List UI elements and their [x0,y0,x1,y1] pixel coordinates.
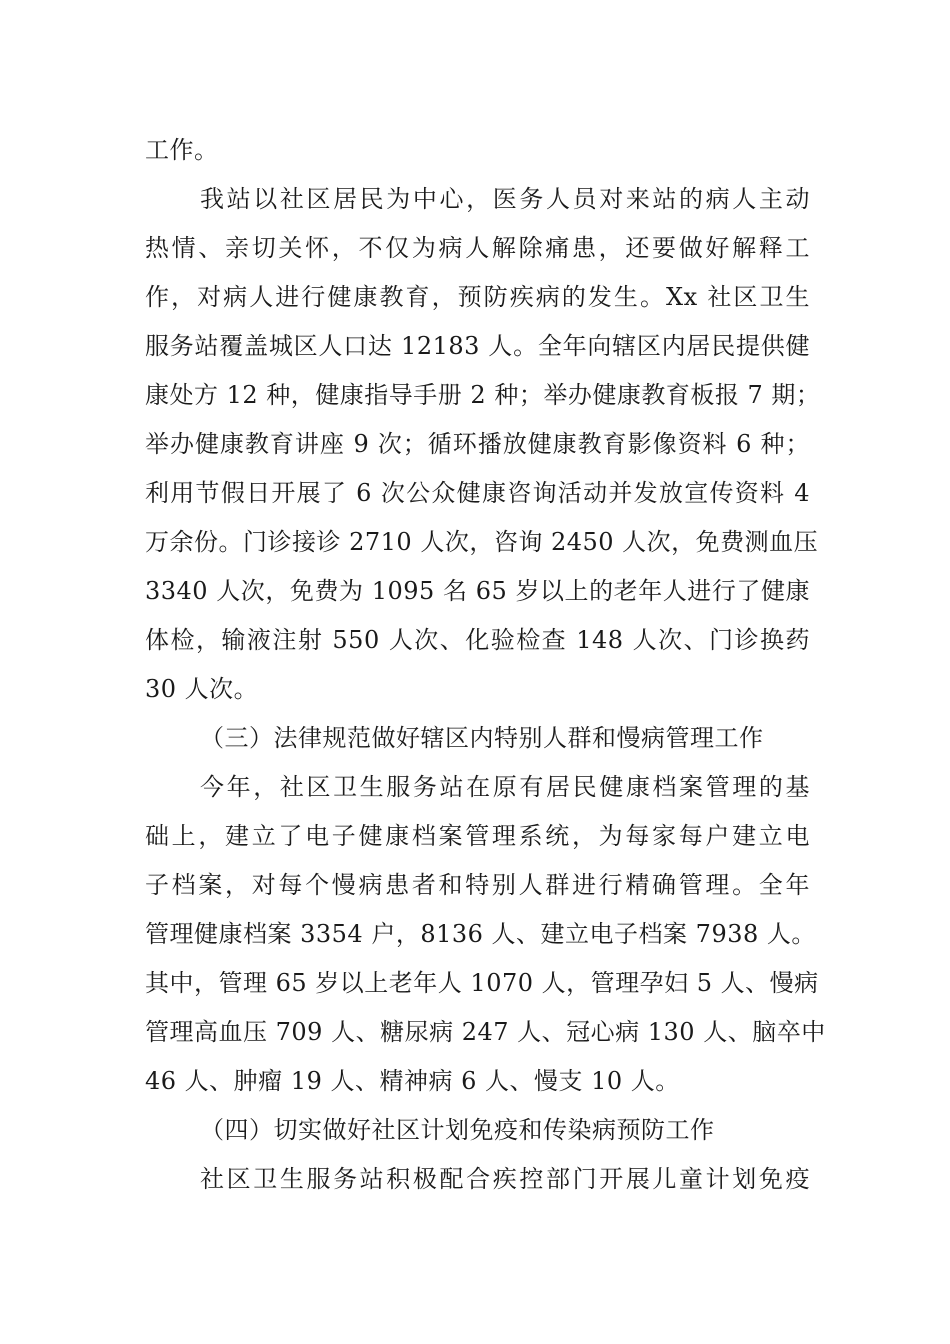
paragraph-line: 社区卫生服务站积极配合疾控部门开展儿童计划免疫 [200,1165,810,1193]
paragraph-line: 我站以社区居民为中心，医务人员对来站的病人主动 [200,185,810,213]
paragraph-line: 今年，社区卫生服务站在原有居民健康档案管理的基 [200,773,810,801]
paragraph-line: 管理高血压 709 人、糖尿病 247 人、冠心病 130 人、脑卒中 [145,1018,826,1046]
paragraph-line: 举办健康教育讲座 9 次；循环播放健康教育影像资料 6 种； [145,430,810,458]
paragraph-line: 作，对病人进行健康教育，预防疾病的发生。Xx 社区卫生 [145,283,810,311]
section-heading: （四）切实做好社区计划免疫和传染病预防工作 [200,1116,715,1144]
paragraph-line: 3340 人次，免费为 1095 名 65 岁以上的老年人进行了健康 [145,577,810,605]
paragraph-line: 其中，管理 65 岁以上老年人 1070 人，管理孕妇 5 人、慢病 [145,969,819,997]
paragraph-line: 30 人次。 [145,675,259,703]
paragraph-line: 子档案，对每个慢病患者和特别人群进行精确管理。全年 [145,871,810,899]
section-heading: （三）法律规范做好辖区内特别人群和慢病管理工作 [200,724,764,752]
paragraph-line: 工作。 [145,136,219,164]
paragraph-line: 热情、亲切关怀，不仅为病人解除痛患，还要做好解释工 [145,234,810,262]
paragraph-line: 康处方 12 种，健康指导手册 2 种；举办健康教育板报 7 期； [145,381,821,409]
paragraph-line: 础上，建立了电子健康档案管理系统，为每家每户建立电 [145,822,810,850]
paragraph-line: 管理健康档案 3354 户，8136 人、建立电子档案 7938 人。 [145,920,816,948]
paragraph-line: 服务站覆盖城区人口达 12183 人。全年向辖区内居民提供健 [145,332,810,360]
paragraph-line: 万余份。门诊接诊 2710 人次，咨询 2450 人次，免费测血压 [145,528,819,556]
paragraph-line: 体检，输液注射 550 人次、化验检查 148 人次、门诊换药 [145,626,810,654]
paragraph-line: 46 人、肿瘤 19 人、精神病 6 人、慢支 10 人。 [145,1067,680,1095]
paragraph-line: 利用节假日开展了 6 次公众健康咨询活动并发放宣传资料 4 [145,479,810,507]
